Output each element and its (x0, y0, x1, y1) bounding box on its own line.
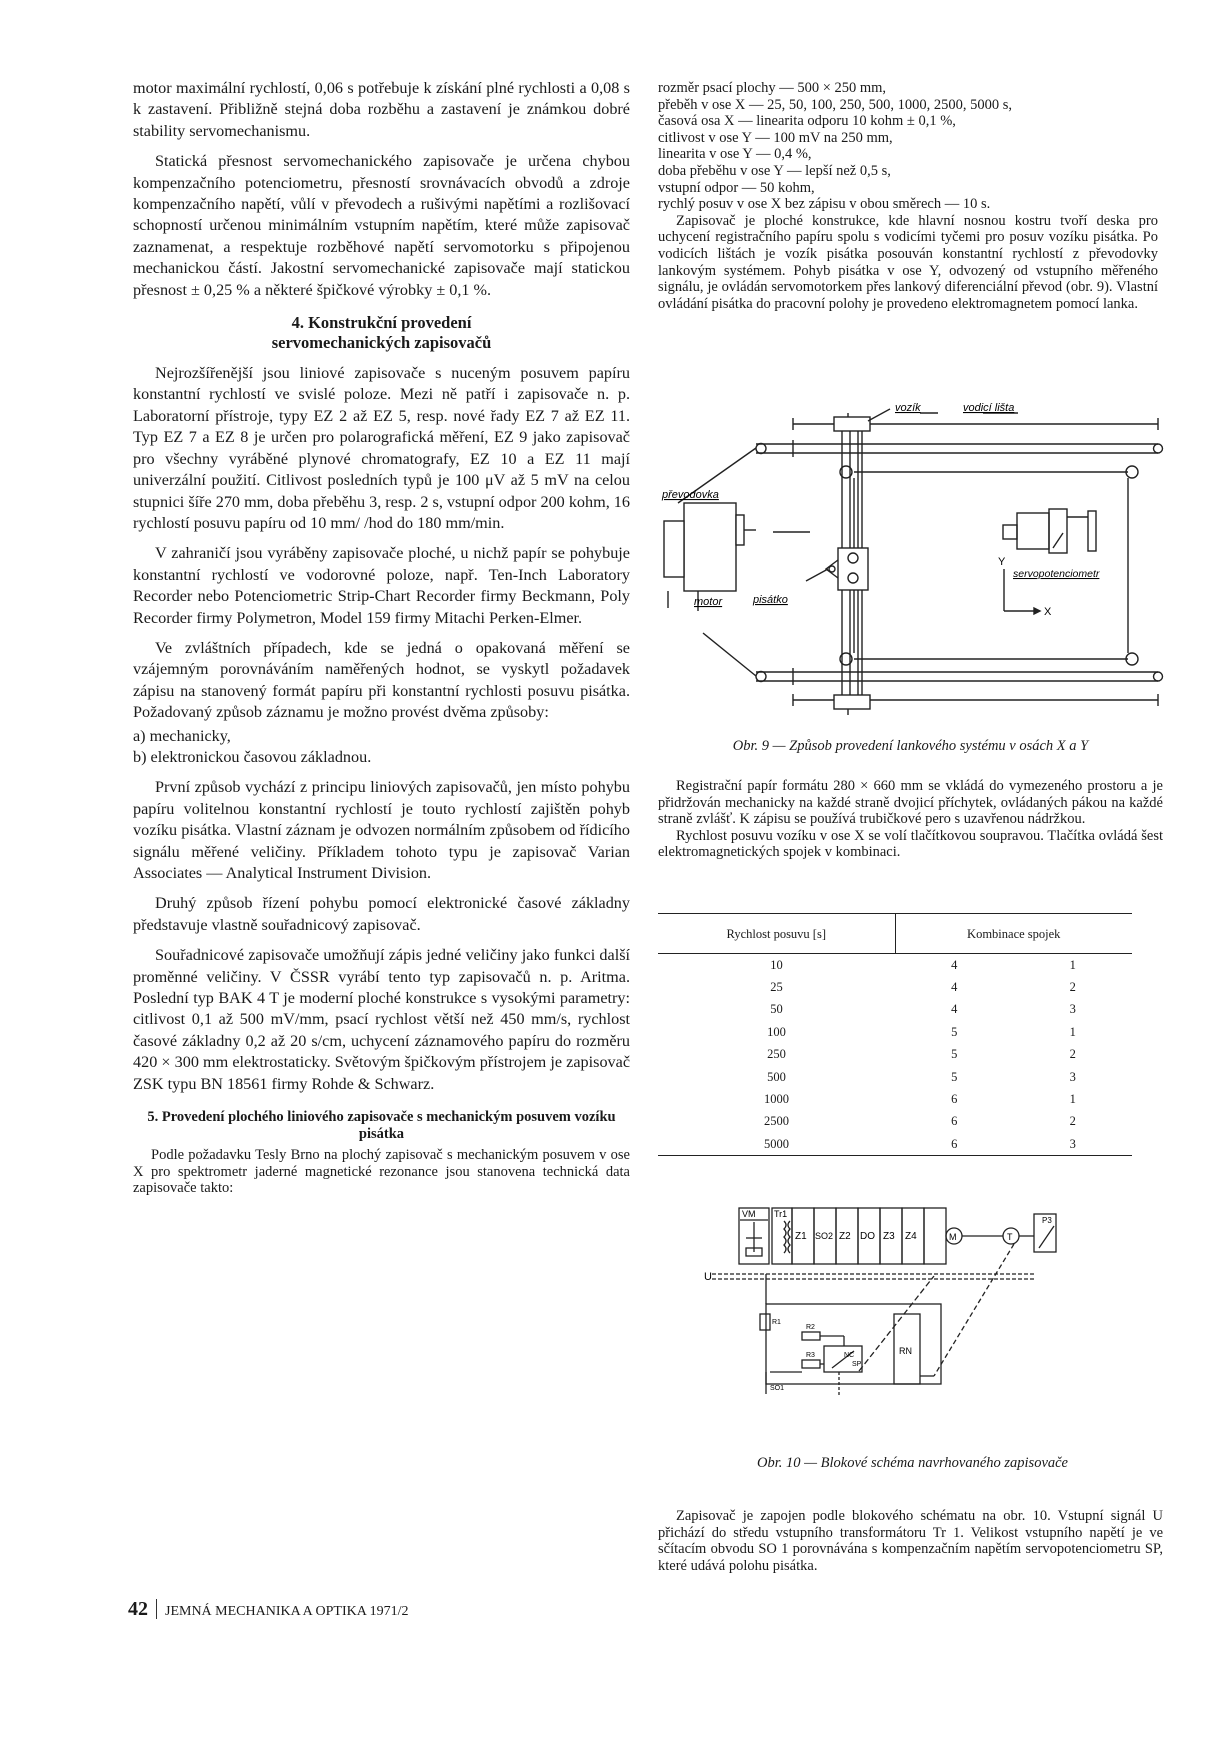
speed-cell: 50 (770, 1002, 783, 1017)
page-footer (128, 1598, 408, 1621)
paragraph: První způsob vychází z principu liniových zapisovačů, jen místo pohybu papíru volitelnou konstantní rychlostí je touto rychlostí zajištěn pohyb vozíku pisátka. Vlastní záznam je odvozen normálním způsobem od řídicího signálu měřené veličiny. Příkladem tohoto typu je zapisovač Varian Associates — Analytical Instrument Division. (133, 778, 630, 882)
fig9-label-vodici-lista: vodicí lišta (963, 403, 1015, 414)
table-header: Kombinace spojek (895, 914, 1132, 954)
footer-divider (156, 1599, 157, 1619)
table-row (658, 1111, 1132, 1133)
fig10-label-m: M (949, 1232, 957, 1242)
paragraph: Souřadnicové zapisovače umožňují zápis jedné veličiny jako funkci další proměnné veličiny. V ČSSR vyrábí tento typ zapisovačů n. p. Aritma. Poslední typ BAK 4 T je moderní ploché konstrukce s vysokými parametry: citlivost 0,1 až 500 mV/mm, psací rychlost větší než 450 mm/s, rychlost časové základny 0,2 až 20 s/cm, uchycení záznamového papíru do rozměru 420 × 300 mm elektrostaticky. Světovým špičkovým přístrojem je zapisovač ZSK typu BN 18561 firmy Rohde & Schwarz. (133, 946, 630, 1093)
paragraph: Statická přesnost servomechanického zapisovače je určena chybou kompenzačního potenciometru, přesností srovnávacích obvodů a zdroje kompenzačního napětí, vůlí v převodech a rušivými napětími a rozlišovací schopností určenou minimálním vstupním napětím, které může zapisovač zaznamenat, a respektuje rozběhové napětí servomotorku s připojenou mechanickou částí. Jakostní servomechanické zapisovače mají statickou přesnost ± 0,25 % a některé špičkové výrobky ± 0,1 %. (133, 152, 630, 299)
figure-10-block-diagram (704, 1196, 1094, 1446)
fig10-label-r3: R3 (806, 1352, 815, 1359)
speed-cell: 10 (770, 957, 783, 972)
spec-list (658, 80, 1158, 213)
spec-item: citlivost v ose Y — 100 mV na 250 mm, (658, 129, 893, 146)
combination-cell: 2 (1069, 1114, 1076, 1129)
combination-cell: 1 (1069, 1024, 1076, 1039)
fig10-label-do: DO (860, 1231, 875, 1242)
combination-cell: 6 (951, 1091, 958, 1106)
table-row (658, 1088, 1132, 1110)
paragraph: Zapisovač je ploché konstrukce, kde hlavní nosnou kostru tvoří deska pro uchycení registračního papíru spolu s vodicími tyčemi pro posuv vozíku pisátka. Po vodicích lištách je vozík pisátka posouván konstantní rychlostí z převodovky lankovým systémem. Pohyb pisátka v ose Y, odvozený od vstupního měřeného signálu, je ovládán servomotorkem přes lankový diferenciální převod (obr. 9). Vlastní ovládání pisátka do pracovní polohy je provedeno elektromagnetem pomocí lanka. (658, 212, 1158, 312)
speed-cell: 25 (770, 980, 783, 995)
combination-cell: 2 (1069, 980, 1076, 995)
fig10-label-so1: SO1 (770, 1385, 785, 1392)
speed-cell: 100 (767, 1024, 786, 1039)
spec-item: rozměr psací plochy — 500 × 250 mm, (658, 80, 887, 96)
combination-cell: 3 (1069, 1002, 1076, 1017)
fig10-label-z1: Z1 (795, 1231, 807, 1242)
paragraph: Ve zvláštních případech, kde se jedná o opakovaná měření se vzájemným porovnáváním naměřených hodnot, se vyskytl požadavek zápisu na stanovený formát papíru při konstantní rychlosti posuvu pisátka. Požadovaný způsob záznamu je možno provést dvěma způsoby: (133, 638, 630, 722)
paragraph: Registrační papír formátu 280 × 660 mm se vkládá do vymezeného prostoru a je přidržován mechanicky na každé straně dvojicí příchytek, ovládaných pákou na každé straně zvlášť. K zápisu se používá trubičkové pero s uzavřenou nádržkou. (658, 778, 1163, 828)
paragraph: motor maximální rychlostí, 0,06 s potřebuje k získání plné rychlosti a 0,08 s k zastavení. Přibližně stejná doba rozběhu a zastavení je známkou dobré stability servomechanismu. (133, 79, 630, 140)
speed-cell: 500 (767, 1069, 786, 1084)
fig9-label-pisatko: pisátko (753, 594, 788, 606)
figure-9-caption: Obr. 9 — Způsob provedení lankového systému v osách X a Y (732, 738, 1089, 754)
speed-cell: 1000 (764, 1091, 789, 1106)
figure-9-cable-system (658, 403, 1178, 723)
table-header: Rychlost posuvu [s] (658, 914, 895, 954)
paragraph: Podle požadavku Tesly Brno na plochý zapisovač s mechanickým posuvem v ose X pro spektrometr jaderné magnetické rezonance jsou stanovena technická data zapisovače takto: (133, 1147, 630, 1197)
combination-cell: 5 (951, 1047, 958, 1062)
fig10-label-z4: Z4 (905, 1231, 917, 1242)
table-body (658, 954, 1132, 1156)
fig9-label-motor: motor (694, 596, 723, 608)
table-row (658, 999, 1132, 1021)
combination-cell: 3 (1069, 1136, 1076, 1151)
speed-combination-table (658, 913, 1132, 1156)
heading-line: servomechanických zapisovačů (271, 333, 492, 353)
table-row (658, 954, 1132, 977)
section-heading-4 (133, 313, 630, 353)
combination-cell: 4 (951, 1002, 958, 1017)
fig10-label-p3: P3 (1042, 1216, 1052, 1225)
paragraph: Druhý způsob řízení pohybu pomocí elektronické časové základny představuje vlastně souřadnicový zapisovač. (133, 894, 630, 934)
fig10-label-tr1: Tr1 (774, 1209, 788, 1219)
speed-cell: 2500 (764, 1114, 789, 1129)
combination-cell: 6 (951, 1136, 958, 1151)
fig10-label-rn: RN (899, 1346, 912, 1356)
spec-item: doba přeběhu v ose Y — lepší než 0,5 s, (658, 162, 891, 179)
fig9-label-prevodovka: převodovka (662, 489, 719, 501)
fig10-label-r2: R2 (806, 1324, 815, 1331)
paragraph: Nejrozšířenější jsou liniové zapisovače s nuceným posuvem papíru konstantní rychlostí ve svislé poloze. Mezi ně patří i zapisovače n. p. Laboratorní přístroje, typy EZ 2 až EZ 5, resp. nové řady EZ 7 až EZ 11. Typ EZ 7 a EZ 8 je určen pro polarografická měření, EZ 9 jako zapisovač pro všechny vyráběné plynové chromatografy, EZ 10 a EZ 11 mají univerzální použití. Citlivost posledních typů je 100 μV až 5 mV na celou stupnici šíře 270 mm, doba přeběhu 3, resp. 2 s, vstupní odpor 200 kohm, 16 rychlostí posuvu papíru od 10 mm/ /hod do 180 mm/min. (133, 364, 630, 532)
paragraph: Zapisovač je zapojen podle blokového schématu na obr. 10. Vstupní signál U přichází do středu vstupního transformátoru Tr 1. Velikost vstupního napětí je ve sčítacím obvodu SO 1 porovnávána s kompenzačním napětím servopotenciometru SP, které udává polohu pisátka. (658, 1508, 1163, 1574)
fig10-label-nc: NC (844, 1352, 855, 1359)
fig9-axis-y: Y (998, 556, 1006, 568)
fig10-label-z3: Z3 (883, 1231, 895, 1242)
combination-cell: 3 (1069, 1069, 1076, 1084)
combination-cell: 4 (951, 980, 958, 995)
section-heading-5: 5. Provedení plochého liniového zapisovače s mechanickým posuvem vozíku pisátka (147, 1109, 616, 1143)
list-item: a) mechanicky, (133, 726, 231, 745)
fig10-label-r1: R1 (772, 1319, 781, 1326)
list-item: b) elektronickou časovou základnou. (133, 747, 372, 766)
heading-line: 4. Konstrukční provedení (291, 313, 472, 333)
speed-cell: 5000 (764, 1136, 789, 1151)
spec-item: časová osa X — linearita odporu 10 kohm ± 0,1 %, (658, 113, 956, 130)
fig10-label-u: U (704, 1271, 712, 1283)
fig10-label-sp: SP (852, 1361, 862, 1368)
fig10-label-t: T (1007, 1232, 1013, 1242)
speed-cell: 250 (767, 1047, 786, 1062)
combination-cell: 1 (1069, 1091, 1076, 1106)
fig9-axis-x: X (1044, 606, 1052, 618)
table-row (658, 1066, 1132, 1088)
right-column (658, 80, 1158, 312)
table-row (658, 1044, 1132, 1066)
spec-item: přeběh v ose X — 25, 50, 100, 250, 500, 1000, 2500, 5000 s, (658, 96, 1013, 113)
combination-cell: 2 (1069, 1047, 1076, 1062)
paragraph: V zahraničí jsou vyráběny zapisovače ploché, u nichž papír se pohybuje konstantní rychlostí ve vodorovné poloze, např. Ten-Inch Laboratory Recorder nebo Potenciometric Strip-Chart Recorder firmy Beckmann, Poly Recorder firmy Polymetron, Model 159 firmy Mitachi Perken-Elmer. (133, 544, 630, 627)
spec-item: vstupní odpor — 50 kohm, (658, 179, 815, 196)
fig9-label-vozik: vozík (895, 403, 921, 414)
right-column-bottom (658, 1508, 1163, 1574)
fig9-label-servopotenciometr: servopotenciometr (1013, 568, 1100, 580)
combination-cell: 5 (951, 1024, 958, 1039)
left-column (133, 78, 630, 1197)
combination-cell: 5 (951, 1069, 958, 1084)
figure-10-caption: Obr. 10 — Blokové schéma navrhovaného zapisovače (756, 1455, 1068, 1471)
paragraph: Rychlost posuvu vozíku v ose X se volí tlačítkovou soupravou. Tlačítka ovládá šest elektromagnetických spojek v kombinaci. (658, 827, 1163, 861)
table-row (658, 976, 1132, 998)
combination-cell: 6 (951, 1114, 958, 1129)
combination-cell: 4 (951, 957, 958, 972)
fig10-label-vm: VM (742, 1209, 756, 1219)
spec-item: rychlý posuv v ose X bez zápisu v obou směrech — 10 s. (658, 196, 991, 213)
table-row (658, 1021, 1132, 1043)
spec-item: linearita v ose Y — 0,4 %, (658, 146, 812, 163)
table-row (658, 1133, 1132, 1156)
right-column-middle (658, 778, 1163, 861)
page-number: 42 (128, 1598, 148, 1620)
journal-name: JEMNÁ MECHANIKA A OPTIKA 1971/2 (165, 1604, 409, 1619)
fig10-label-so2: SO2 (815, 1231, 834, 1241)
fig10-label-z2: Z2 (839, 1231, 851, 1242)
combination-cell: 1 (1069, 957, 1076, 972)
